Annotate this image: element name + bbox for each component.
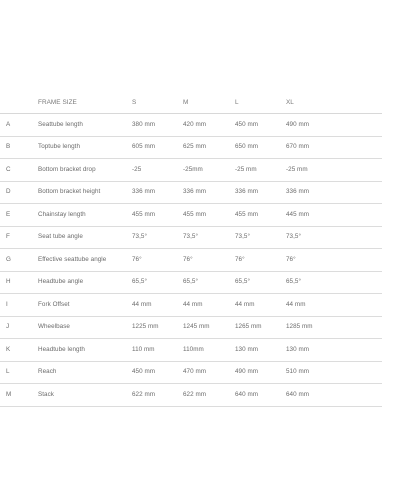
value-l: 44 mm xyxy=(235,300,255,308)
row-letter: M xyxy=(6,390,12,398)
value-l: 130 mm xyxy=(235,345,259,353)
value-m: 73,5° xyxy=(183,233,199,241)
value-l: -25 mm xyxy=(235,165,257,173)
table-row xyxy=(0,227,382,250)
value-s: 336 mm xyxy=(132,188,156,196)
value-m: 76° xyxy=(183,255,193,263)
value-xl: 130 mm xyxy=(286,345,310,353)
table-row xyxy=(0,249,382,272)
value-m: 625 mm xyxy=(183,143,207,151)
value-s: 1225 mm xyxy=(132,323,159,331)
value-s: 455 mm xyxy=(132,210,156,218)
value-s: 44 mm xyxy=(132,300,152,308)
row-letter: L xyxy=(6,368,10,376)
row-letter: J xyxy=(6,323,10,331)
row-letter: H xyxy=(6,278,11,286)
row-letter: A xyxy=(6,120,11,128)
value-xl: 490 mm xyxy=(286,120,310,128)
row-letter: G xyxy=(6,255,11,263)
value-s: 380 mm xyxy=(132,120,156,128)
value-xl: 76° xyxy=(286,255,296,263)
row-measurement-name: Seattube length xyxy=(38,120,83,128)
row-measurement-name: Chainstay length xyxy=(38,210,86,218)
table-row xyxy=(0,159,382,182)
value-xl: 640 mm xyxy=(286,390,310,398)
row-measurement-name: Bottom bracket height xyxy=(38,188,101,196)
value-s: 65,5° xyxy=(132,278,148,286)
value-xl: 336 mm xyxy=(286,188,310,196)
row-letter: D xyxy=(6,188,11,196)
table-row xyxy=(0,204,382,227)
row-letter: I xyxy=(6,300,8,308)
row-measurement-name: Headtube angle xyxy=(38,278,84,286)
value-l: 1265 mm xyxy=(235,323,262,331)
row-measurement-name: Seat tube angle xyxy=(38,233,83,241)
value-m: -25mm xyxy=(183,165,203,173)
table-header-row xyxy=(0,93,382,114)
row-letter: B xyxy=(6,143,11,151)
geometry-table xyxy=(0,93,382,407)
table-row xyxy=(0,362,382,385)
row-measurement-name: Effective seattube angle xyxy=(38,255,107,263)
value-l: 640 mm xyxy=(235,390,259,398)
frame-size-header: FRAME SIZE xyxy=(38,98,77,106)
table-row xyxy=(0,114,382,137)
table-row xyxy=(0,294,382,317)
table-row xyxy=(0,182,382,205)
value-xl: 510 mm xyxy=(286,368,310,376)
row-measurement-name: Toptube length xyxy=(38,143,81,151)
value-s: 605 mm xyxy=(132,143,156,151)
value-xl: 445 mm xyxy=(286,210,310,218)
value-xl: 1285 mm xyxy=(286,323,313,331)
size-header-xl: XL xyxy=(286,98,294,106)
value-m: 65,5° xyxy=(183,278,199,286)
size-header-s: S xyxy=(132,98,137,106)
value-m: 1245 mm xyxy=(183,323,210,331)
value-l: 336 mm xyxy=(235,188,259,196)
value-m: 622 mm xyxy=(183,390,207,398)
value-s: -25 xyxy=(132,165,142,173)
row-measurement-name: Reach xyxy=(38,368,57,376)
table-row xyxy=(0,384,382,407)
table-row xyxy=(0,137,382,160)
value-s: 73,5° xyxy=(132,233,148,241)
size-header-l: L xyxy=(235,98,239,106)
size-header-m: M xyxy=(183,98,189,106)
value-m: 44 mm xyxy=(183,300,203,308)
value-s: 110 mm xyxy=(132,345,155,353)
value-xl: -25 mm xyxy=(286,165,308,173)
value-l: 455 mm xyxy=(235,210,259,218)
row-measurement-name: Bottom bracket drop xyxy=(38,165,96,173)
value-xl: 44 mm xyxy=(286,300,306,308)
row-letter: C xyxy=(6,165,11,173)
row-measurement-name: Stack xyxy=(38,390,54,398)
value-s: 622 mm xyxy=(132,390,156,398)
value-l: 450 mm xyxy=(235,120,259,128)
row-letter: F xyxy=(6,233,10,241)
value-l: 76° xyxy=(235,255,245,263)
value-m: 110mm xyxy=(183,345,204,353)
row-measurement-name: Fork Offset xyxy=(38,300,70,308)
value-m: 455 mm xyxy=(183,210,207,218)
row-letter: E xyxy=(6,210,11,218)
value-xl: 73,5° xyxy=(286,233,302,241)
value-l: 73,5° xyxy=(235,233,251,241)
row-measurement-name: Wheelbase xyxy=(38,323,70,331)
row-measurement-name: Headtube length xyxy=(38,345,85,353)
value-l: 490 mm xyxy=(235,368,259,376)
table-row xyxy=(0,339,382,362)
value-s: 450 mm xyxy=(132,368,156,376)
value-xl: 65,5° xyxy=(286,278,302,286)
value-m: 336 mm xyxy=(183,188,207,196)
row-letter: K xyxy=(6,345,11,353)
value-xl: 670 mm xyxy=(286,143,310,151)
value-m: 470 mm xyxy=(183,368,207,376)
value-l: 65,5° xyxy=(235,278,251,286)
value-s: 76° xyxy=(132,255,142,263)
table-row xyxy=(0,317,382,340)
value-l: 650 mm xyxy=(235,143,259,151)
value-m: 420 mm xyxy=(183,120,207,128)
table-row xyxy=(0,272,382,295)
